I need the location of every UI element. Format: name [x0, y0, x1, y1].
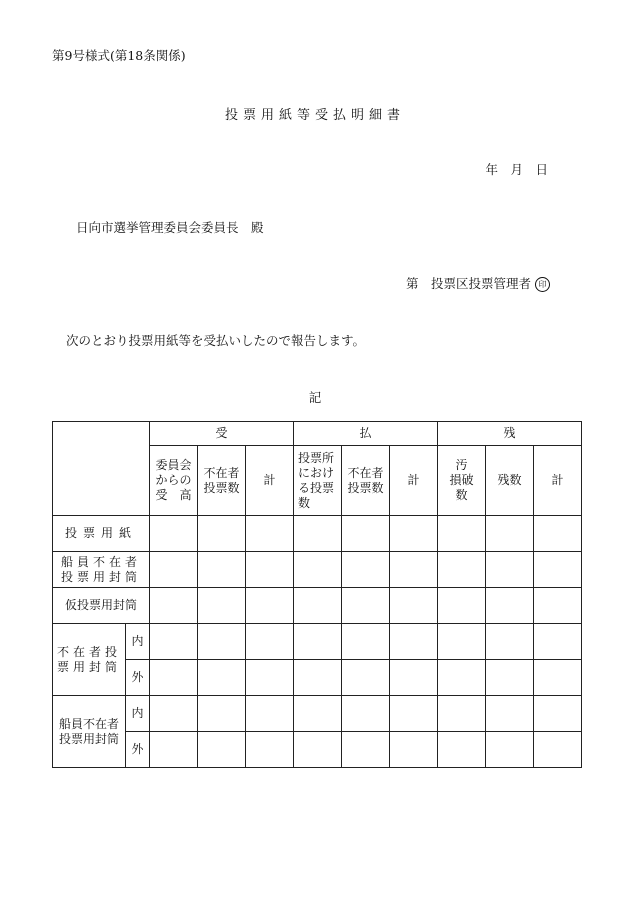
- col-absentee-recv: 不在者投票数: [198, 446, 246, 516]
- row-absentee-envelope-line2: 票用封筒: [56, 659, 121, 674]
- col-remaining: 残数: [486, 446, 534, 516]
- col-from-committee: 委員会からの受 高: [150, 446, 198, 516]
- ballot-ledger-table: [52, 421, 582, 768]
- row-seafarer-envelope-line1: 船員不在者: [60, 554, 141, 569]
- group-pay: 払: [294, 422, 438, 446]
- col-used-at-polls: 投票所における投票数: [294, 446, 342, 516]
- row-seafarer-envelope: [53, 552, 150, 588]
- col-damaged: 汚 損破 数: [438, 446, 486, 516]
- row-seafarer-envelope-line2: 投票用封筒: [60, 569, 141, 584]
- manager-label: 第 投票区投票管理者: [405, 276, 531, 291]
- group-remain: 残: [438, 422, 582, 446]
- seal-icon: 印: [535, 277, 550, 292]
- corner-cell: [53, 422, 150, 516]
- ki-heading: 記: [308, 390, 322, 405]
- body-text: 次のとおり投票用紙等を受払いしたので報告します。: [66, 333, 366, 348]
- row-absentee-envelope: [53, 624, 126, 696]
- row-seafarer-absentee-line2: 投票用封筒: [58, 731, 119, 746]
- col-total-pay: 計: [390, 446, 438, 516]
- form-number: 第9号様式(第18条関係): [52, 48, 186, 63]
- row-seafarer-inner: 内: [126, 696, 150, 732]
- col-total-recv: 計: [246, 446, 294, 516]
- row-absentee-envelope-line1: 不在者投: [56, 644, 121, 659]
- row-absentee-inner: 内: [126, 624, 150, 660]
- col-total-remain: 計: [534, 446, 582, 516]
- col-absentee-pay: 不在者投票数: [342, 446, 390, 516]
- row-absentee-outer: 外: [126, 660, 150, 696]
- row-seafarer-outer: 外: [126, 732, 150, 768]
- row-seafarer-absentee-line1: 船員不在者: [58, 716, 119, 731]
- row-provisional-envelope: 仮投票用封筒: [53, 588, 150, 624]
- row-seafarer-absentee: [53, 696, 126, 768]
- document-title: 投票用紙等受払明細書: [224, 108, 405, 123]
- manager-line: [406, 274, 550, 292]
- row-ballot: 投票用紙: [53, 516, 150, 552]
- group-receive: 受: [150, 422, 294, 446]
- addressee: 日向市選挙管理委員会委員長 殿: [76, 220, 264, 235]
- date-line: 年 月 日: [485, 162, 548, 177]
